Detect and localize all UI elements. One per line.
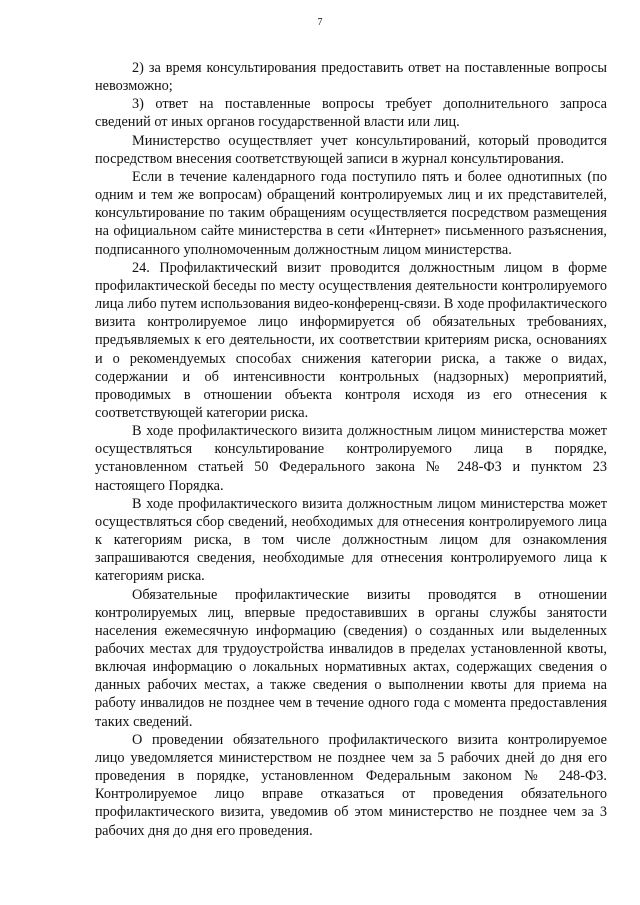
- paragraph-consultation-record: Министерство осуществляет учет консультирований, который проводится посредством внесения соответствующей записи в журнал консультирования.: [95, 132, 607, 167]
- paragraph-visit-notification: О проведении обязательного профилактического визита контролируемое лицо уведомляется министерством не позднее чем за 5 рабочих дней до дня его проведения в порядке, установленном Федеральным законом № 248-ФЗ. Контролируемое лицо вправе отказаться от проведения обязательного профилактического визита, уведомив об этом министерство не позднее чем за 3 рабочих дня до дня его проведения.: [95, 731, 607, 839]
- paragraph-item-3: 3) ответ на поставленные вопросы требует дополнительного запроса сведений от иных органов государственной власти или лиц.: [95, 96, 607, 131]
- paragraph-mandatory-visits: Обязательные профилактические визиты проводятся в отношении контролируемых лиц, впервые предоставивших в органы службы занятости населения ежемесячную информацию (сведения) о созданных или выделенных рабочих местах для трудоустройства инвалидов в пределах установленной квоты, включая информацию о локальных нормативных актах, содержащих сведения о данных рабочих местах, а также сведения о выполнении квоты для приема на работу инвалидов не позднее чем в течение одного года с момента предоставления таких сведений.: [95, 586, 607, 730]
- paragraph-written-clarification: Если в течение календарного года поступило пять и более однотипных (по одним и тем же вопросам) обращений контролируемых лиц и их представителей, консультирование по таким обращениям осуществляется посредством размещения на официальном сайте министерства в сети «Интернет» письменного разъяснения, подписанного уполномоченным должностным лицом министерства.: [95, 168, 607, 258]
- paragraph-item-2: 2) за время консультирования предоставить ответ на поставленные вопросы невозможно;: [95, 60, 607, 95]
- page-number: 7: [317, 17, 323, 28]
- paragraph-visit-consultation: В ходе профилактического визита должностным лицом министерства может осуществляться консультирование контролируемого лица в порядке, установленном статьей 50 Федерального закона № 248-ФЗ и пунктом 23 настоящего Порядка.: [95, 423, 607, 494]
- paragraph-visit-data-collection: В ходе профилактического визита должностным лицом министерства может осуществляться сбор сведений, необходимых для отнесения контролируемого лица к категориям риска, в том числе должностным лицом для ознакомления запрашиваются сведения, необходимые для отнесения контролируемого лица к категориям риска.: [95, 495, 607, 585]
- document-body: [95, 59, 607, 840]
- paragraph-24-preventive-visit: 24. Профилактический визит проводится должностным лицом в форме профилактической беседы по месту осуществления деятельности контролируемого лица либо путем использования видео-конференц-связи. В ходе профилактического визита контролируемое лицо информируется об обязательных требованиях, предъявляемых к его деятельности, их соответствии критериям риска, основаниях и о рекомендуемых способах снижения категории риска, а также о видах, содержании и об интенсивности контрольных (надзорных) мероприятий, проводимых в отношении объекта контроля исходя из его отнесения к соответствующей категории риска.: [95, 259, 607, 421]
